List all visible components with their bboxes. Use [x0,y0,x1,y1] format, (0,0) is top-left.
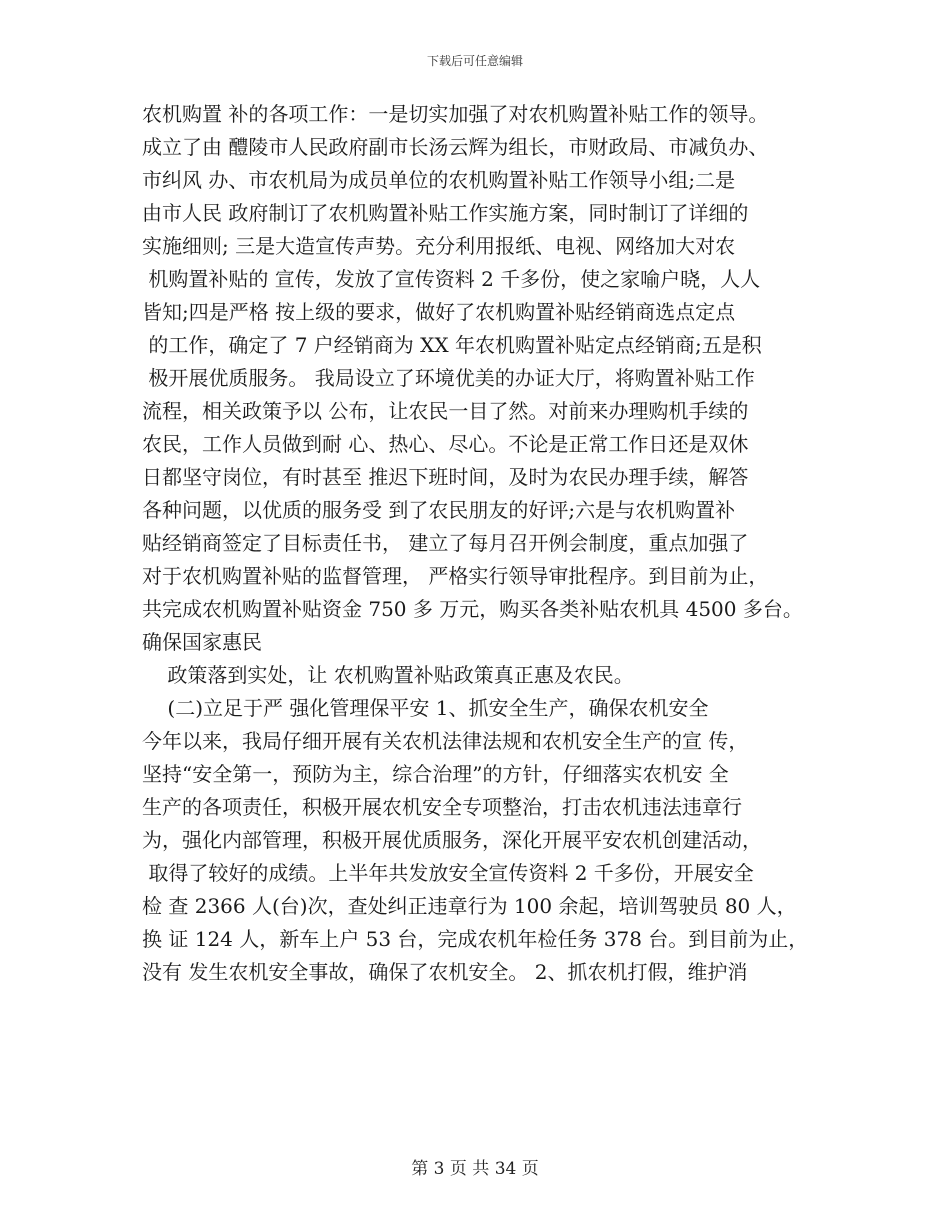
text-line: 农机购置 补的各项工作：一是切实加强了对农机购置补贴工作的领导。 [142,102,769,126]
text-line: 机购置补贴的 宣传，发放了宣传资料 2 千多份，使之家喻户晓，人人 [142,267,761,291]
text-line: 检 查 2366 人(台)次，查处纠正违章行为 100 余起，培训驾驶员 80 人， [142,894,797,918]
text-line: 市纠风 办、市农机局为成员单位的农机购置补贴工作领导小组;二是 [142,168,736,192]
document-body [142,98,832,989]
text-line: (二)立足于严 强化管理保平安 1、抓安全生产，确保农机安全 [142,696,709,720]
text-line: 政策落到实处，让 农机购置补贴政策真正惠及农民。 [142,663,634,687]
text-line: 坚持“安全第一，预防为主，综合治理”的方针，仔细落实农机安 全 [142,762,729,786]
text-line: 今年以来，我局仔细开展有关农机法律法规和农机安全生产的宣 传， [142,729,749,753]
text-line: 由市人民 政府制订了农机购置补贴工作实施方案，同时制订了详细的 [142,201,749,225]
text-line: 流程，相关政策予以 公布，让农民一目了然。对前来办理购机手续的 [142,399,749,423]
text-line: 对于农机购置补贴的监督管理， 严格实行领导审批程序。到目前为止， [142,564,769,588]
text-line: 各种问题，以优质的服务受 到了农民朋友的好评;六是与农机购置补 [142,498,736,522]
text-line: 没有 发生农机安全事故，确保了农机安全。 2、抓农机打假，维护消 [142,960,748,984]
text-line: 成立了由 醴陵市人民政府副市长汤云辉为组长，市财政局、市减负办、 [142,135,769,159]
text-line: 确保国家惠民 [142,630,262,654]
text-line: 皆知;四是严格 按上级的要求，做好了农机购置补贴经销商选点定点 [142,300,736,324]
text-line: 实施细则; 三是大造宣传声势。充分利用报纸、电视、网络加大对农 [142,234,736,258]
text-line: 取得了较好的成绩。上半年共发放安全宣传资料 2 千多份，开展安全 [142,861,754,885]
page-header-note: 下载后可任意编辑 [426,54,523,68]
text-line: 贴经销商签定了目标责任书， 建立了每月召开例会制度，重点加强了 [142,531,749,555]
text-line: 极开展优质服务。 我局设立了环境优美的办证大厅，将购置补贴工作 [142,366,755,390]
text-line: 共完成农机购置补贴资金 750 多 万元，购买各类补贴农机具 4500 多台。 [142,597,803,621]
page-number: 第 3 页 共 34 页 [411,1159,539,1179]
text-line: 生产的各项责任，积极开展农机安全专项整治，打击农机违法违章行 [142,795,742,819]
text-line: 的工作，确定了 7 户经销商为 XX 年农机购置补贴定点经销商;五是积 [142,333,762,357]
text-line: 换 证 124 人，新车上户 53 台，完成农机年检任务 378 台。到目前为止， [142,927,809,951]
text-line: 农民，工作人员做到耐 心、热心、尽心。不论是正常工作日还是双休 [142,432,749,456]
text-line: 为，强化内部管理，积极开展优质服务，深化开展平安农机创建活动， [142,828,762,852]
text-line: 日都坚守岗位，有时甚至 推迟下班时间，及时为农民办理手续，解答 [142,465,749,489]
